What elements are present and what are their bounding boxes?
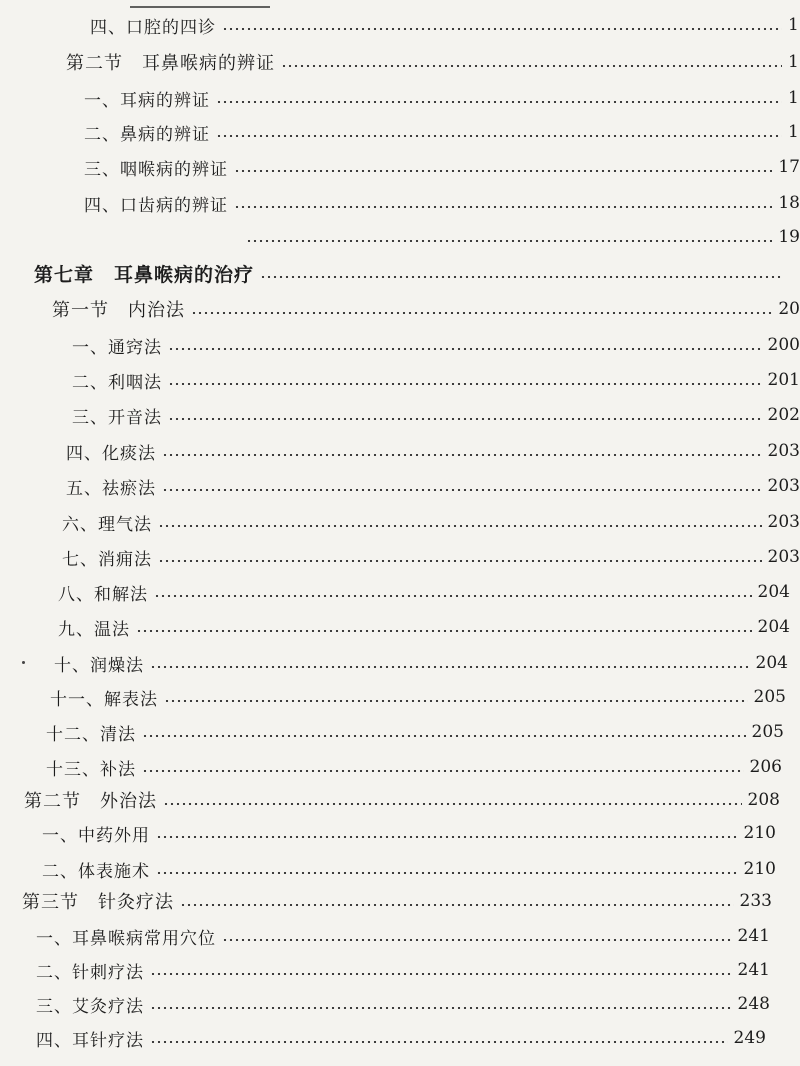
toc-entry-title: 十三、补法 <box>46 759 136 780</box>
toc-item <box>42 818 776 848</box>
toc-entry-title: 一、耳病的辨证 <box>84 90 210 111</box>
toc-item <box>84 152 800 182</box>
toc-item <box>66 436 800 466</box>
toc-entry-title: 九、温法 <box>58 619 130 640</box>
dot-leader <box>168 348 762 350</box>
dot-leader <box>191 312 772 314</box>
toc-item <box>58 612 790 642</box>
toc-entry-page: 1 <box>788 15 799 35</box>
toc-entry-title: 一、中药外用 <box>42 825 150 846</box>
toc-entry-page: 1 <box>788 122 799 142</box>
dot-leader <box>162 489 762 491</box>
toc-item <box>62 507 800 537</box>
toc-entry-page: 202 <box>767 405 800 425</box>
toc-section <box>52 294 800 324</box>
dot-leader <box>234 170 772 172</box>
toc-entry-page: 203 <box>767 547 800 567</box>
toc-item <box>90 10 800 40</box>
toc-entry-page: 17 <box>778 157 800 177</box>
toc-item <box>36 989 770 1019</box>
dot-leader <box>142 735 746 737</box>
toc-entry-page: 20 <box>778 299 800 319</box>
toc-entry-title: 四、口齿病的辨证 <box>84 195 228 216</box>
toc-entry-title: 四、口腔的四诊 <box>90 17 216 38</box>
toc-item <box>46 752 782 782</box>
toc-item <box>62 542 800 572</box>
toc-entry-page: 233 <box>739 891 772 911</box>
toc-entry-title: 第七章 耳鼻喉病的治疗 <box>34 263 255 286</box>
toc-item <box>84 117 800 147</box>
dot-leader <box>156 836 738 838</box>
dot-leader <box>168 383 762 385</box>
toc-entry-title: 四、化痰法 <box>66 443 156 464</box>
toc-item <box>72 400 800 430</box>
dot-leader <box>222 28 782 30</box>
dot-leader <box>142 770 744 772</box>
dot-leader <box>216 135 782 137</box>
dot-leader <box>281 65 782 67</box>
dot-leader <box>158 525 762 527</box>
toc-entry-page: 241 <box>737 926 770 946</box>
toc-entry-page: 204 <box>755 653 788 673</box>
toc-entry-page: 1 <box>788 88 799 108</box>
toc-item <box>46 717 784 747</box>
dot-leader <box>150 973 732 975</box>
dot-leader <box>164 700 748 702</box>
toc-section <box>24 785 780 815</box>
toc-entry-title: 第一节 内治法 <box>52 300 185 321</box>
toc-chapter <box>34 258 800 288</box>
dot-leader <box>222 939 732 941</box>
page-speck <box>22 661 25 664</box>
toc-entry-page: 208 <box>747 790 780 810</box>
dot-leader <box>150 666 750 668</box>
toc-entry-title: 六、理气法 <box>62 514 152 535</box>
toc-item <box>72 365 800 395</box>
dot-leader <box>260 276 782 278</box>
toc-entry-title: 十一、解表法 <box>50 689 158 710</box>
toc-entry-page: 19 <box>778 227 800 247</box>
dot-leader <box>234 206 772 208</box>
dot-leader <box>150 1041 728 1043</box>
toc-entry-title: 二、体表施术 <box>42 861 150 882</box>
toc-item <box>84 188 800 218</box>
toc-entry-title: 二、针刺疗法 <box>36 962 144 983</box>
dot-leader <box>136 630 752 632</box>
toc-item <box>36 921 770 951</box>
toc-entry-title: 八、和解法 <box>58 584 148 605</box>
toc-entry-page: 18 <box>778 193 800 213</box>
dot-leader <box>168 418 762 420</box>
toc-entry-page: 203 <box>767 441 800 461</box>
toc-item <box>54 648 788 678</box>
toc-item <box>240 222 800 252</box>
toc-entry-page: 248 <box>737 994 770 1014</box>
toc-entry-title: 一、耳鼻喉病常用穴位 <box>36 928 216 949</box>
toc-entry-title: 三、咽喉病的辨证 <box>84 159 228 180</box>
toc-item <box>72 330 800 360</box>
toc-entry-page: 201 <box>767 370 800 390</box>
dot-leader <box>162 454 762 456</box>
toc-entry-page: 210 <box>743 823 776 843</box>
toc-item <box>66 471 800 501</box>
toc-entry-page: 210 <box>743 859 776 879</box>
toc-item <box>58 577 790 607</box>
toc-entry-page: 203 <box>767 476 800 496</box>
toc-section <box>66 47 800 77</box>
toc-entry-page: 204 <box>757 617 790 637</box>
dot-leader <box>154 595 752 597</box>
toc-entry-title: 三、开音法 <box>72 407 162 428</box>
dot-leader <box>246 240 772 242</box>
toc-entry-page: 205 <box>751 722 784 742</box>
dot-leader <box>216 101 782 103</box>
toc-entry-page: 204 <box>757 582 790 602</box>
toc-item <box>50 682 786 712</box>
toc-entry-title: 第三节 针灸疗法 <box>22 892 174 913</box>
toc-entry-page: 200 <box>767 335 800 355</box>
toc-entry-title: 一、通窍法 <box>72 337 162 358</box>
toc-entry-title: 二、利咽法 <box>72 372 162 393</box>
toc-entry-page: 205 <box>753 687 786 707</box>
dot-leader <box>163 803 742 805</box>
toc-entry-title: 二、鼻病的辨证 <box>84 124 210 145</box>
toc-entry-page: 206 <box>749 757 782 777</box>
toc-entry-page: 1 <box>788 52 799 72</box>
toc-entry-title: 第二节 外治法 <box>24 791 157 812</box>
toc-item <box>42 854 776 884</box>
dot-leader <box>180 904 734 906</box>
toc-entry-page: 203 <box>767 512 800 532</box>
toc-entry-title: 十、润燥法 <box>54 655 144 676</box>
toc-section <box>22 886 772 916</box>
toc-item <box>36 955 770 985</box>
toc-item <box>84 83 800 113</box>
dot-leader <box>158 560 762 562</box>
toc-entry-title: 十二、清法 <box>46 724 136 745</box>
toc-entry-title: 四、耳针疗法 <box>36 1030 144 1051</box>
toc-entry-title: 三、艾灸疗法 <box>36 996 144 1017</box>
dot-leader <box>156 872 738 874</box>
toc-item <box>36 1023 766 1053</box>
dot-leader <box>150 1007 732 1009</box>
toc-entry-title: 五、祛瘀法 <box>66 478 156 499</box>
toc-entry-title: 七、消痈法 <box>62 549 152 570</box>
toc-entry-title: 第二节 耳鼻喉病的辨证 <box>66 53 275 74</box>
toc-entry-page: 249 <box>733 1028 766 1048</box>
toc-entry-page: 241 <box>737 960 770 980</box>
